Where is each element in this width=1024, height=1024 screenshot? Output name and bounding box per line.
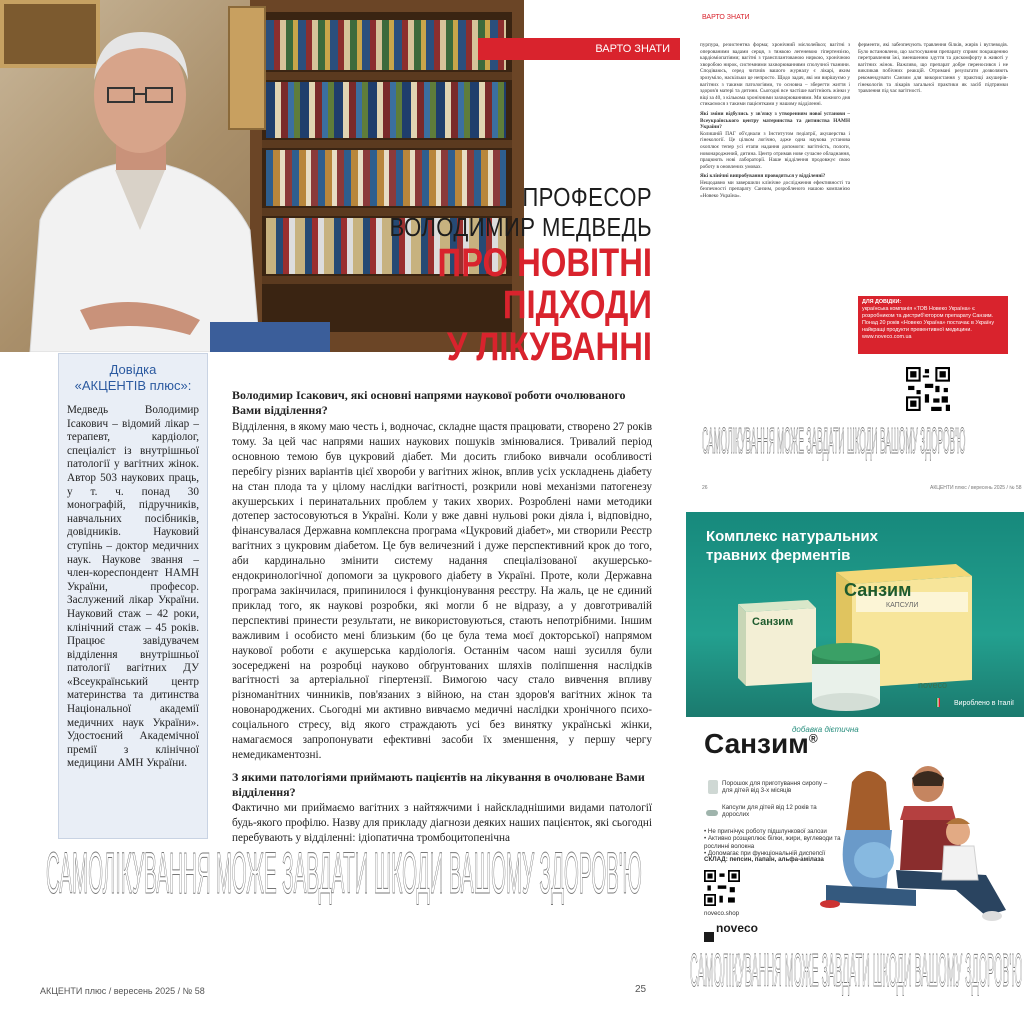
headline-line1: ПРОФЕСОР: [522, 182, 652, 212]
answer-2: Фактично ми приймаємо вагітних з найтяжчими і найскладнішими видами патології будь-якого профілю. Назву для прикладу діагнози деяких наших пацієнток, які сьогодні перебувають у відділенні: ідіопатична тромбоцитопенічна: [232, 802, 652, 844]
sidebar-title: [59, 354, 207, 400]
question-1: Володимир Ісакович, які основні напрями наукової роботи очолюваного Вами відділення?: [232, 388, 626, 417]
reference-sidebar: [58, 353, 208, 839]
right-self-medication-warning: САМОЛІКУВАННЯ МОЖЕ ЗАВДАТИ ШКОДИ ВАШОМУ ЗДОРОВ'Ю: [702, 420, 966, 461]
ad2-bullets: [704, 828, 844, 858]
made-in-italy: Вироблено в Італії: [954, 700, 1014, 707]
ad2-bullet-3: • Допомагає при функціональній диспепсії: [704, 850, 826, 858]
page-number: 25: [635, 984, 647, 995]
noveco-logo: noveco: [716, 921, 759, 935]
self-medication-warning: САМОЛІКУВАННЯ МОЖЕ ЗАВДАТИ ШКОДИ ВАШОМУ ЗДОРОВ'Ю: [46, 841, 642, 906]
ad-self-medication-warning: САМОЛІКУВАННЯ МОЖЕ ЗАВДАТИ ШКОДИ ВАШОМУ ЗДОРОВ'Ю: [690, 944, 1023, 996]
ad1-noveco-label: noveco: [918, 680, 948, 690]
ad2-subtitle: добавка дієтична: [792, 725, 859, 734]
ad2-bullet-1: • Не пригнічує роботу підшлункової залози: [704, 828, 827, 835]
ad1-title-line1: Комплекс натуральних: [706, 528, 878, 545]
answer-1: Відділення, в якому маю честь і, водночас, складне щастя працювати, створено 27 років тому. За цей час напрями наших наукових пошуків змінювалися. Тривалий період основною темою був цукровий діабет. Ми досить глибоко вивчали особливості перебігу різних варіантів цієї хвороби у вагітних жінок, вплив усіх ускладнень діабету на стан плода та у цілому наслідки вагітності, розкрили нові механізми патогенезу акушерських і перинатальних проблем у таких хворих. Розроблені нами методики дотепер застосовуються в Україні. Коли у вже давні нульові роки діяла і, відповідно, фінансувалася Державна комплексна програма «Цукровий діабет», ми створили Реєстр вагітних з цукровим діабетом. Це був величезний і дуже перспективний крок до того, аби кардинально змінити систему надання спеціалізованої акушерсько-ендокринологічної допомоги за цукрового діабету в Україні. Проте, коли Державна програма закінчилася, припинилося і функціонування реєстру. На жаль, це не єдиний приклад того, як наукові розробки, які могли б не відразу, а у довготривалій перспективі принести результати, не використовуються, стають непотрібними. Іншим важливим і особисто мені близьким (бо це була тема моєї докторської) напрямом наукової роботи є акушерська кардіологія. Останнім часом наші зусилля були зосереджені на розробці науково обґрунтованих шляхів поліпшення наслідків вагітності за артеріальної гіпертензії. Вимогою часу стало вивчення впливу різноманітних чинників, пов'язаних з війною, на стан здоров'я вагітних жінок та новонароджених. Сьогодні ми активно вивчаємо медичні наслідки хронічного психо-соціального стресу, від якого страждають усі без винятку українські жінки, намагаємося запропонувати ефективні засоби їх зменшення, у першу чергу немедикаментозні.: [232, 421, 652, 761]
sidebar-text: Медведь Володимир Ісакович – відомий лікар – терапевт, кардіолог, спеціаліст із внутрішньої патології у вагітних жінок. Автор 503 наукових праць, у т. ч. понад 30 монографій, підручників, навчальних посібників, довідників. Науковий ступінь – доктор медичних наук. Наукове звання – член-кореспондент НАМН України, професор. Заслужений лікар України. Науковий стаж – 42 роки, клінічний стаж – 45 років. Працює завідувачем відділення внутрішньої патології вагітних ДУ «Всеукраїнський центр материнства та дитинства Національної академії медичних наук України». Удостоєний Академічної премії з клінічної медицини АМН України.: [67, 404, 199, 770]
ad2-brand: Санзим®: [704, 728, 818, 759]
ad1-title-line2: травних ферментів: [706, 547, 851, 564]
ad2-item-syrup: Порошок для приготування сиропу – для дітей від 3-х місяців: [722, 780, 828, 795]
right-col1-question: Які зміни відбулись у зв'язку з утворенням нової установи – Всеукраїнського центру материнства та дитинства НАМН України?: [700, 110, 850, 131]
ad1-small-box-brand: Санзим: [752, 616, 794, 628]
headline-line2: ВОЛОДИМИР МЕДВЕДЬ: [389, 212, 652, 242]
right-col1-text-c: Нещодавно ми завершили клінічне дослідження ефективності та безпечності препарату Санзим, розробленого нашою компанією «Новеко Україна».: [700, 179, 850, 200]
right-col1-text: пурпура, резистентна форма; хронічний мієлолейкоз; вагітні з оперованими вадами серця, з тяжкою легеневою гіпертензією, кардіоміопатіями; вагітні з трансплантованою ниркою, хронічною хворобою нирок, системними захворюваннями сполучної тканини. Сподіваюсь, серед читачів вашого журналу є лікарі, яким зрозуміло, наскільки це непросто. Щодо задач, які ми вирішуємо у вагітних з такими патологіями, то основна – зберегти життя і здоров'я матері та дитини. Сьогодні все частіше вагітніють жінки у віці за 40, з кількома хронічними захворюваннями. Ми кожного дня стикаємося з такими пацієнтками у нашому відділенні.: [700, 42, 850, 108]
right-page-number: 26: [702, 485, 708, 491]
headline-line3: ПРО НОВІТНІ ПІДХОДИ: [437, 241, 652, 327]
ad2-bullet-2: • Активно розщеплює білки, жири, вуглеводи та рослинні волокна: [704, 835, 841, 850]
headline-line4: У ЛІКУВАННІ: [446, 325, 652, 369]
right-column-1: [700, 42, 850, 437]
page-footer: АКЦЕНТИ плюс / вересень 2025 / № 58: [40, 986, 205, 996]
ad1-box-sub: КАПСУЛИ: [886, 602, 919, 609]
right-col1-question-2: Які клінічні випробування проводяться у відділенні?: [700, 173, 826, 180]
headline: [232, 182, 652, 368]
sidebar-title-line2: «АКЦЕНТІВ плюс»:: [74, 378, 192, 393]
qr-code[interactable]: [906, 367, 950, 411]
ad2-qr-code[interactable]: [704, 870, 740, 906]
italy-flag-icon: [936, 698, 940, 707]
info-text: українська компанія «ТОВ Новеко Україна» є розробником та дистриб'ютором препарату Санзим. Понад 20 років «Новеко Україна» постачає в Україну найкращі продукти превентивної медицини. www.noveco.com.ua: [862, 306, 995, 340]
right-col1-text-b: Колишній ПАГ об'єднали з Інститутом педіатрії, акушерства і гінекології. Це цілком логічно, адже одна наукова установа охоплює тепер усі етапи надання допомоги: вагітність, пологи, новонароджений, дитина. Центр отримав нове сучасне обладнання, працюють нові лабораторії. Наше відділення продовжує свою роботу в оновлених умовах.: [700, 130, 850, 170]
sidebar-title-line1: Довідка: [109, 362, 157, 377]
right-page-footer: АКЦЕНТИ плюс / вересень 2025 / № 58: [930, 485, 1022, 491]
ad1-box-brand: Санзим: [844, 580, 912, 600]
bottle-icon: [708, 780, 718, 794]
capsule-icon: [706, 810, 718, 816]
professor-figure: [20, 20, 260, 352]
ad2-item-capsules: Капсули для дітей від 12 років та дорослих: [722, 804, 817, 819]
ad1-title: [706, 527, 878, 565]
right-section-tag: ВАРТО ЗНАТИ: [702, 14, 750, 21]
ad2-shop[interactable]: noveco.shop: [704, 910, 740, 917]
info-title: ДЛЯ ДОВІДКИ:: [862, 299, 902, 305]
ad2-composition: СКЛАД: пепсин, папаїн, альфа-амілаза: [704, 856, 824, 863]
right-column-2: ферменти, які забезпечують травлення білків, жирів і вуглеводів. Було встановлено, що застосування препарату сприяє покращенню перетравлення їжі, зменшенню здуття та дискомфорту в животі у вагітних жінок. Важливо, що препарат добре переносився і не викликав побічних реакцій. Отримані результати дозволяють рекомендувати Санзим для використання у практиці акушерів-гінекологів та лікарів загальної практики як засіб підтримки травлення під час вагітності.: [858, 42, 1008, 95]
section-tag: ВАРТО ЗНАТИ: [478, 38, 680, 60]
question-2: З якими патологіями приймають пацієнтів на лікування в очолюване Вами відділення?: [232, 770, 645, 799]
info-box: [858, 296, 1008, 354]
